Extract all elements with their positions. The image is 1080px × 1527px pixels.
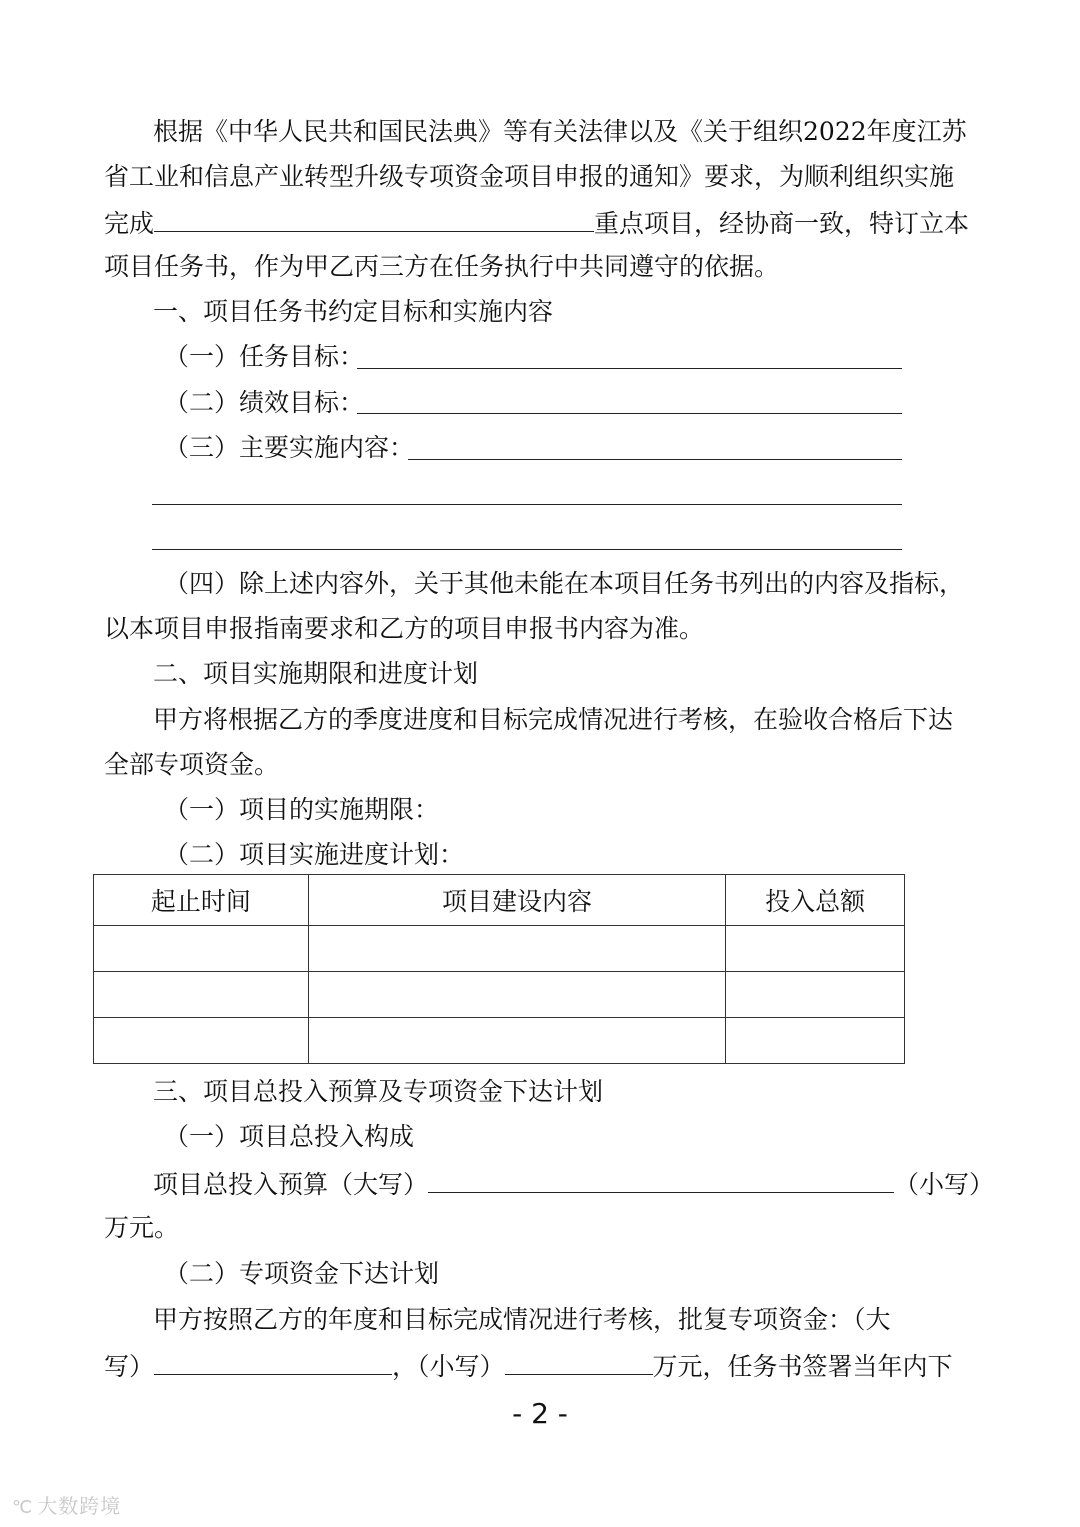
table-cell[interactable] [94, 972, 309, 1018]
budget-uppercase-label: 项目总投入预算（大写） [153, 1170, 429, 1199]
total-investment-composition-label: （一）项目总投入构成 [164, 1122, 415, 1151]
progress-plan-table [93, 874, 905, 1064]
header-total-investment: 投入总额 [726, 875, 905, 926]
page-number: - 2 - [512, 1397, 568, 1430]
table-cell[interactable] [726, 926, 905, 972]
intro-line-3 [104, 205, 984, 241]
main-content-blank-1[interactable] [408, 459, 902, 460]
performance-goal-line [164, 386, 1044, 420]
intro-line-4: 项目任务书，作为甲乙丙三方在任务执行中共同遵守的依据。 [104, 252, 780, 281]
fund-uppercase-label: 写） [104, 1352, 155, 1381]
main-content-blank-3[interactable] [152, 549, 902, 550]
section-1-heading: 一、项目任务书约定目标和实施内容 [153, 297, 554, 326]
intro-text-3b: 重点项目，经协商一致，特订立本 [594, 209, 970, 238]
intro-line-2: 省工业和信息产业转型升级专项资金项目申报的通知》要求，为顺利组织实施 [104, 162, 955, 191]
section-2-para-line-2: 全部专项资金。 [104, 750, 280, 779]
performance-goal-label: （二）绩效目标： [164, 388, 365, 417]
table-cell[interactable] [308, 926, 725, 972]
header-time-range: 起止时间 [94, 875, 309, 926]
section-2-para-line-1: 甲方将根据乙方的季度进度和目标完成情况进行考核，在验收合格后下达 [153, 705, 954, 734]
watermark [12, 1490, 121, 1519]
table-cell[interactable] [308, 1018, 725, 1064]
section-3-heading: 三、项目总投入预算及专项资金下达计划 [153, 1077, 604, 1106]
fund-lowercase-label: ，（小写） [392, 1352, 505, 1381]
budget-unit-line: 万元。 [104, 1213, 180, 1242]
intro-text-1b: 年度江苏 [866, 117, 967, 146]
task-goal-blank[interactable] [357, 368, 902, 369]
budget-line [153, 1166, 1033, 1202]
table-cell[interactable] [726, 972, 905, 1018]
table-cell[interactable] [726, 1018, 905, 1064]
item-4-line-2: 以本项目申报指南要求和乙方的项目申报书内容为准。 [104, 614, 705, 643]
item-4-line-1: （四）除上述内容外，关于其他未能在本项目任务书列出的内容及指标， [164, 569, 965, 598]
watermark-logo-icon: ℃ [12, 1497, 34, 1518]
task-goal-label: （一）任务目标： [164, 342, 365, 371]
section-2-heading: 二、项目实施期限和进度计划 [153, 659, 479, 688]
table-cell[interactable] [94, 926, 309, 972]
table-row [94, 926, 905, 972]
implementation-period-label: （一）项目的实施期限： [164, 795, 440, 824]
table-cell[interactable] [94, 1018, 309, 1064]
special-fund-para-line-1: 甲方按照乙方的年度和目标完成情况进行考核，批复专项资金：（大 [153, 1305, 891, 1334]
budget-uppercase-blank[interactable] [428, 1166, 894, 1193]
intro-line-1 [153, 115, 1033, 149]
fund-unit-text: 万元，任务书签署当年内下 [652, 1352, 953, 1381]
intro-year: 2022 [803, 117, 867, 146]
table-row [94, 972, 905, 1018]
intro-text-3a: 完成 [104, 209, 155, 238]
special-fund-plan-label: （二）专项资金下达计划 [164, 1259, 440, 1288]
table-cell[interactable] [308, 972, 725, 1018]
main-content-label: （三）主要实施内容： [164, 433, 415, 462]
performance-goal-blank[interactable] [357, 413, 902, 414]
progress-plan-label: （二）项目实施进度计划： [164, 840, 465, 869]
fund-lowercase-blank[interactable] [505, 1348, 653, 1375]
watermark-text: 大数跨境 [37, 1494, 122, 1518]
table-row [94, 1018, 905, 1064]
table-header-row [94, 875, 905, 926]
intro-text-1a: 根据《中华人民共和国民法典》等有关法律以及《关于组织 [153, 117, 804, 146]
project-name-blank[interactable] [154, 205, 594, 232]
main-content-blank-2[interactable] [152, 504, 902, 505]
special-fund-para-line-2 [104, 1348, 984, 1384]
budget-lowercase-label: （小写） [894, 1170, 995, 1199]
fund-uppercase-blank[interactable] [154, 1348, 392, 1375]
header-construction-content: 项目建设内容 [308, 875, 725, 926]
